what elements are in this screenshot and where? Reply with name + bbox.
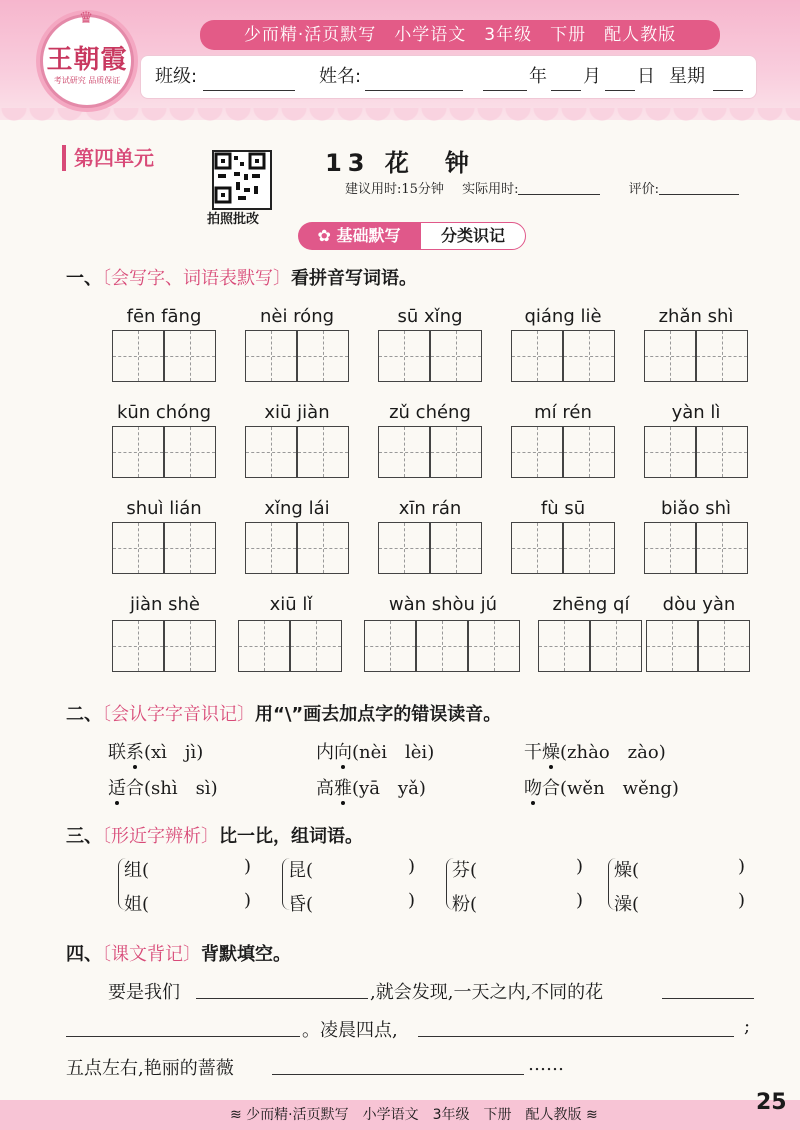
pinyin-label: dòu yàn <box>662 594 736 615</box>
pinyin-label: wàn shòu jú <box>388 594 498 615</box>
writing-box[interactable] <box>297 330 349 382</box>
section-3-tag: 〔形近字辨析〕 <box>102 826 219 847</box>
writing-box[interactable] <box>644 522 696 574</box>
item-prefix: 内 <box>316 742 334 763</box>
pinyin-label: xiū jiàn <box>264 402 330 423</box>
pinyin-label: zhǎn shì <box>658 306 734 327</box>
section-2-tag: 〔会认字字音识记〕 <box>102 704 255 725</box>
section-3-text: 比一比，组词语。 <box>219 826 363 847</box>
pinyin-label: fēn fāng <box>126 306 202 327</box>
closing-paren: ) <box>576 856 584 877</box>
item-prefix: 高 <box>316 778 334 799</box>
suggested-time: 建议用时:15分钟 <box>345 182 444 197</box>
day-label: 日 <box>637 66 655 87</box>
writing-box[interactable] <box>430 330 482 382</box>
writing-box[interactable] <box>696 330 748 382</box>
pair-character: 澡( <box>614 894 640 915</box>
pinyin-label: mí rén <box>534 402 592 423</box>
recite-line-2-end: ; <box>744 1016 751 1037</box>
item-prefix: 干 <box>524 742 542 763</box>
writing-box[interactable] <box>416 620 468 672</box>
pinyin-label: nèi róng <box>259 306 335 327</box>
reading-options[interactable]: 合(wěn wěng) <box>542 778 679 799</box>
pronunciation-item <box>108 774 218 800</box>
pronunciation-item <box>524 774 679 800</box>
section-2-number: 二、 <box>66 704 102 725</box>
pair-character: 昏( <box>288 894 314 915</box>
section-4-heading <box>66 940 291 966</box>
writing-box[interactable] <box>164 426 216 478</box>
writing-box[interactable] <box>378 330 430 382</box>
evaluation-label: 评价: <box>628 182 659 197</box>
writing-box[interactable] <box>468 620 520 672</box>
writing-box[interactable] <box>238 620 290 672</box>
pronunciation-item <box>524 738 666 764</box>
writing-box[interactable] <box>430 426 482 478</box>
pronunciation-item <box>108 738 203 764</box>
reading-options[interactable]: (xì jì) <box>144 742 204 763</box>
timing-line <box>345 178 739 197</box>
writing-box[interactable] <box>245 426 297 478</box>
recite-blank-2[interactable] <box>662 998 754 999</box>
pair-character: 组( <box>124 860 150 881</box>
closing-paren: ) <box>408 856 416 877</box>
writing-box[interactable] <box>164 522 216 574</box>
closing-paren: ) <box>244 856 252 877</box>
writing-box[interactable] <box>164 620 216 672</box>
writing-box[interactable] <box>164 330 216 382</box>
reading-options[interactable]: 合(shì sì) <box>126 778 218 799</box>
pinyin-label: jiàn shè <box>129 594 201 615</box>
section-1-heading <box>66 264 417 290</box>
pinyin-label: kūn chóng <box>116 402 212 423</box>
writing-box[interactable] <box>364 620 416 672</box>
brand-logo <box>40 8 134 108</box>
month-label: 月 <box>583 66 601 87</box>
section-4-text: 背默填空。 <box>201 944 291 965</box>
dotted-character: 适 <box>108 778 126 799</box>
writing-box[interactable] <box>245 522 297 574</box>
dotted-character: 吻 <box>524 778 542 799</box>
section-2-heading <box>66 700 501 726</box>
recite-blank-3[interactable] <box>66 1036 300 1037</box>
qr-label: 拍照批改 <box>207 212 260 227</box>
dotted-character: 向 <box>334 742 352 763</box>
recite-blank-5[interactable] <box>272 1074 524 1075</box>
section-3-number: 三、 <box>66 826 102 847</box>
recite-line-1-start: 要是我们 <box>108 982 180 1003</box>
writing-box[interactable] <box>563 330 615 382</box>
flower-icon: ✿ <box>317 226 337 245</box>
writing-box[interactable] <box>112 330 164 382</box>
writing-box[interactable] <box>378 522 430 574</box>
section-4-tag: 〔课文背记〕 <box>102 944 201 965</box>
writing-box[interactable] <box>698 620 750 672</box>
section-1-text: 看拼音写词语。 <box>291 268 417 289</box>
writing-box[interactable] <box>511 330 563 382</box>
writing-box[interactable] <box>590 620 642 672</box>
pinyin-label: zhēng qí <box>552 594 630 615</box>
badge-main-label: 基础默写 <box>336 226 401 245</box>
writing-box[interactable] <box>511 426 563 478</box>
pair-character: 芬( <box>452 860 478 881</box>
pronunciation-item <box>316 774 426 800</box>
pair-character: 粉( <box>452 894 478 915</box>
writing-box[interactable] <box>644 330 696 382</box>
recite-line-1-end: ,就会发现,一天之内,不同的花 <box>370 982 604 1003</box>
badge-main <box>298 222 420 250</box>
actual-time-field[interactable] <box>518 178 600 195</box>
closing-paren: ) <box>576 890 584 911</box>
closing-paren: ) <box>244 890 252 911</box>
pinyin-label: biǎo shì <box>661 498 731 519</box>
closing-paren: ) <box>738 856 746 877</box>
pinyin-label: zǔ chéng <box>389 402 471 423</box>
year-label: 年 <box>529 66 547 87</box>
header-scallop-border <box>0 108 800 134</box>
item-prefix: 联 <box>108 742 126 763</box>
writing-box[interactable] <box>112 426 164 478</box>
writing-box[interactable] <box>538 620 590 672</box>
closing-paren: ) <box>408 890 416 911</box>
series-tagline: 少而精·活页默写 小学语文 3年级 下册 配人教版 <box>200 20 720 50</box>
pinyin-label: sū xǐng <box>397 306 463 327</box>
evaluation-field[interactable] <box>659 178 739 195</box>
badge-sub: 分类识记 <box>420 222 526 250</box>
section-4-number: 四、 <box>66 944 102 965</box>
writing-box[interactable] <box>297 522 349 574</box>
writing-box[interactable] <box>644 426 696 478</box>
footer-text: ≋ 少而精·活页默写 小学语文 3年级 下册 配人教版 ≋ <box>230 1107 598 1123</box>
writing-box[interactable] <box>646 620 698 672</box>
writing-box[interactable] <box>378 426 430 478</box>
section-2-text: 用“\”画去加点字的错误读音。 <box>255 704 502 725</box>
writing-box[interactable] <box>290 620 342 672</box>
reading-options[interactable]: (yā yǎ) <box>352 778 426 799</box>
pinyin-label: xiū lǐ <box>269 594 313 615</box>
pair-character: 姐( <box>124 894 150 915</box>
pinyin-label: xǐng lái <box>264 498 330 519</box>
month-field[interactable] <box>551 60 581 91</box>
recite-line-3-start: 五点左右,艳丽的蔷薇 <box>66 1058 234 1079</box>
page-number: 25 <box>756 1090 787 1115</box>
section-1-number: 一、 <box>66 268 102 289</box>
writing-box[interactable] <box>563 522 615 574</box>
writing-box[interactable] <box>430 522 482 574</box>
pinyin-label: fù sū <box>540 498 586 519</box>
writing-box[interactable] <box>112 522 164 574</box>
student-info-bar <box>140 55 757 99</box>
logo-subtitle: 考试研究 品质保证 <box>53 76 121 85</box>
pinyin-label: yàn lì <box>671 402 721 423</box>
pinyin-label: shuì lián <box>126 498 202 519</box>
class-field[interactable] <box>203 60 295 91</box>
writing-box[interactable] <box>245 330 297 382</box>
week-field[interactable] <box>713 60 743 91</box>
recite-blank-1[interactable] <box>196 998 368 999</box>
recite-blank-4[interactable] <box>418 1036 734 1037</box>
qr-code-icon[interactable] <box>212 150 272 210</box>
unit-heading: 第四单元 <box>62 145 154 171</box>
section-1-tag: 〔会写字、词语表默写〕 <box>102 268 291 289</box>
week-label: 星期 <box>669 66 705 87</box>
pinyin-label: xīn rán <box>398 498 462 519</box>
crown-icon: ♛ <box>78 8 96 27</box>
name-field[interactable] <box>365 60 463 91</box>
logo-name: 王朝霞 <box>46 45 128 75</box>
day-field[interactable] <box>605 60 635 91</box>
pronunciation-item <box>316 738 434 764</box>
dotted-character: 燥 <box>542 742 560 763</box>
writing-box[interactable] <box>297 426 349 478</box>
reading-options[interactable]: (nèi lèi) <box>352 742 435 763</box>
year-field[interactable] <box>483 60 527 91</box>
pair-character: 昆( <box>288 860 314 881</box>
writing-box[interactable] <box>696 426 748 478</box>
section-3-heading <box>66 822 363 848</box>
writing-box[interactable] <box>563 426 615 478</box>
class-label: 班级: <box>155 66 198 87</box>
writing-box[interactable] <box>511 522 563 574</box>
pair-character: 燥( <box>614 860 640 881</box>
writing-box[interactable] <box>696 522 748 574</box>
dotted-character: 雅 <box>334 778 352 799</box>
name-label: 姓名: <box>319 66 362 87</box>
pinyin-label: qiáng liè <box>524 306 602 327</box>
reading-options[interactable]: (zhào zào) <box>560 742 666 763</box>
closing-paren: ) <box>738 890 746 911</box>
dotted-character: 系 <box>126 742 144 763</box>
actual-time-label: 实际用时: <box>462 182 519 197</box>
lesson-title: 13 花 钟 <box>325 149 475 177</box>
writing-box[interactable] <box>112 620 164 672</box>
recite-line-3-end: …… <box>528 1054 564 1075</box>
recite-line-2-start: 。凌晨四点, <box>302 1020 398 1041</box>
